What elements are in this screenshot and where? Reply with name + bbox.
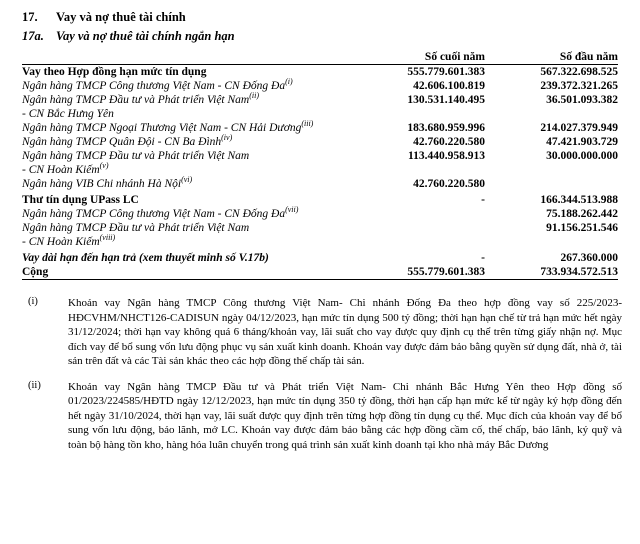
row-label-text: Ngân hàng VIB Chi nhánh Hà Nội xyxy=(22,178,182,190)
footnote-ref: (vii) xyxy=(285,205,299,215)
row-label xyxy=(22,93,352,107)
row-label xyxy=(22,135,352,149)
section-subheading-number: 17a. xyxy=(22,29,44,43)
row-value-end: 42.760.220.580 xyxy=(413,136,485,148)
row-value-begin: 239.372.321.265 xyxy=(540,80,618,92)
total-rule xyxy=(22,280,618,283)
footnote-ref: (viii) xyxy=(99,233,116,243)
row-label-text: Ngân hàng TMCP Đầu tư và Phát triển Việt Nam xyxy=(22,94,250,106)
row-value-end xyxy=(352,221,485,235)
footnote-ref: (iii) xyxy=(301,119,314,129)
row-label-text: Ngân hàng TMCP Quân Đội - CN Ba Đình xyxy=(22,136,222,148)
row-value-begin: 36.501.093.382 xyxy=(546,94,618,106)
header-blank xyxy=(22,50,352,65)
row-label-text: Ngân hàng TMCP Đầu tư và Phát triển Việt Nam xyxy=(22,150,250,162)
row-value-begin: 214.027.379.949 xyxy=(540,122,618,134)
row-value-end: 42.760.220.580 xyxy=(413,178,485,190)
table-row-cont xyxy=(22,163,618,177)
row-label xyxy=(22,79,352,93)
row-value-begin-cont xyxy=(485,107,618,121)
row-value-begin: 75.188.262.442 xyxy=(546,208,618,220)
row-value-end: 42.606.100.819 xyxy=(413,80,485,92)
table-row xyxy=(22,93,618,107)
row-label xyxy=(22,121,352,135)
row-value-begin: 91.156.251.546 xyxy=(546,222,618,234)
row-value-end xyxy=(352,207,485,221)
footnote-ref: (ii) xyxy=(249,91,259,101)
table-row-cont xyxy=(22,235,618,249)
row-label-text: Ngân hàng TMCP Công thương Việt Nam - CN Đống Đa xyxy=(22,208,286,220)
total-rule-begin xyxy=(485,280,618,283)
column-header-end: Số cuối năm xyxy=(424,51,485,63)
table-row xyxy=(22,121,618,135)
footnote-marker: (ii) xyxy=(28,379,41,391)
footnote-marker: (i) xyxy=(28,296,38,307)
table-row xyxy=(22,135,618,149)
row-value-begin: 267.360.000 xyxy=(560,252,618,264)
footnote-item xyxy=(22,296,622,369)
row-label xyxy=(22,221,352,235)
row-label-text: Ngân hàng TMCP Công thương Việt Nam - CN Đống Đa xyxy=(22,80,286,92)
section-heading xyxy=(0,10,640,25)
row-value-end: 113.440.958.913 xyxy=(408,150,485,162)
row-value-begin: 30.000.000.000 xyxy=(546,150,618,162)
row-value-begin: 567.322.698.525 xyxy=(485,65,618,80)
row-value-end: - xyxy=(481,252,485,264)
table-row xyxy=(22,79,618,93)
table-row xyxy=(22,191,618,207)
row-value-end-cont xyxy=(352,163,485,177)
footnotes-section xyxy=(0,296,622,452)
section-subheading xyxy=(0,29,640,44)
row-label: Thư tín dụng UPass LC xyxy=(22,194,139,206)
row-label xyxy=(22,177,352,191)
total-value-begin: 733.934.572.513 xyxy=(540,266,618,278)
footnote-ref: (vi) xyxy=(181,175,193,185)
total-value-end: 555.779.601.383 xyxy=(407,266,485,278)
total-rule-end xyxy=(352,280,485,283)
column-header-begin: Số đầu năm xyxy=(559,51,618,63)
total-row xyxy=(22,265,618,280)
table-row xyxy=(22,149,618,163)
row-value-end: 183.680.959.996 xyxy=(407,122,485,134)
row-label xyxy=(22,207,352,221)
table-row xyxy=(22,65,618,80)
row-value-begin-cont xyxy=(485,235,618,249)
row-label-cont: - CN Bắc Hưng Yên xyxy=(22,108,114,120)
row-label-text: Ngân hàng TMCP Ngoại Thương Việt Nam - CN Hải Dương xyxy=(22,122,302,134)
row-value-end: 555.779.601.383 xyxy=(352,65,485,80)
row-value-begin-cont xyxy=(485,163,618,177)
row-value-begin: 166.344.513.988 xyxy=(540,194,618,206)
table-row-cont xyxy=(22,107,618,121)
row-label-cont-text: - CN Hoàn Kiếm xyxy=(22,236,100,248)
footnote-ref: (iv) xyxy=(221,133,233,143)
footnote-ref: (i) xyxy=(285,77,293,87)
row-label-cont xyxy=(22,235,352,249)
table-row xyxy=(22,249,618,265)
footnote-text: Khoản vay Ngân hàng TMCP Đầu tư và Phát triển Việt Nam- Chi nhánh Bắc Hưng Yên theo Hợp đồng số 01/2023/224585/HĐTD ngày 12/12/2023, hạn mức tín dụng 350 tỷ đồng, thời hạn cấp hạn mức kể từ ngày ký hợp đồng đến hết ngày 31/10/2024, thời hạn vay, lãi suất được quy định trên từng hợp đồng tín dụng cụ thể. Mục đích của khoản vay để bổ sung vốn lưu động, bảo lãnh, mở LC. Khoản vay được đảm bảo bằng các hợp đồng cầm cố, thế chấp, bảo lãnh, ký quỹ và toàn bộ hàng tồn kho, hàng hóa luân chuyển trong quá trình sản xuất kinh doanh tại kho nhà máy Bắc Dương xyxy=(68,380,622,451)
footnote-ref: (v) xyxy=(99,161,109,171)
row-label: Vay theo Hợp đồng hạn mức tín dụng xyxy=(22,65,352,80)
footnote-text: Khoản vay Ngân hàng TMCP Công thương Việt Nam- Chi nhánh Đống Đa theo hợp đồng vay số 225/2023-HĐCVHM/NHCT126-CADISUN ngày 04/12/2023, hạn mức tín dụng 500 tỷ đồng; thời hạn hạn chế từ trả hạn mức hết ngày 31/12/2024; thời hạn vay không quá 6 tháng/khoản vay, lãi suất cho vay được quy định cụ thể trên từng giấy nhận nợ. Mục đích vay để bổ sung vốn lưu động phục vụ sản xuất kinh doanh. Khoản vay được đảm bảo bằng quyền sử dụng đất, nhà ở, tài sản trên đất và các Tài sản khác theo các hợp đồng thế chấp tài sản. xyxy=(68,297,622,368)
total-rule-label xyxy=(22,280,352,283)
footnote-item xyxy=(22,380,622,453)
table-row xyxy=(22,177,618,191)
row-label-cont-text: - CN Hoàn Kiếm xyxy=(22,164,100,176)
section-heading-text: Vay và nợ thuê tài chính xyxy=(56,10,186,24)
row-value-end: 130.531.140.495 xyxy=(407,94,485,106)
row-value-end-cont xyxy=(352,235,485,249)
section-heading-number: 17. xyxy=(22,10,38,24)
financial-table xyxy=(22,50,618,282)
row-value-begin xyxy=(485,177,618,191)
section-subheading-text: Vay và nợ thuê tài chính ngắn hạn xyxy=(56,29,235,43)
table-row xyxy=(22,207,618,221)
document-page xyxy=(0,10,640,544)
table-header-row xyxy=(22,50,618,65)
row-label xyxy=(22,149,352,163)
row-value-end: - xyxy=(481,194,485,206)
row-label-text: Ngân hàng TMCP Đầu tư và Phát triển Việt Nam xyxy=(22,222,250,234)
total-label: Cộng xyxy=(22,266,49,278)
row-value-end-cont xyxy=(352,107,485,121)
row-value-begin: 47.421.903.729 xyxy=(546,136,618,148)
row-label: Vay dài hạn đến hạn trả (xem thuyết minh số V.17b) xyxy=(22,252,269,264)
